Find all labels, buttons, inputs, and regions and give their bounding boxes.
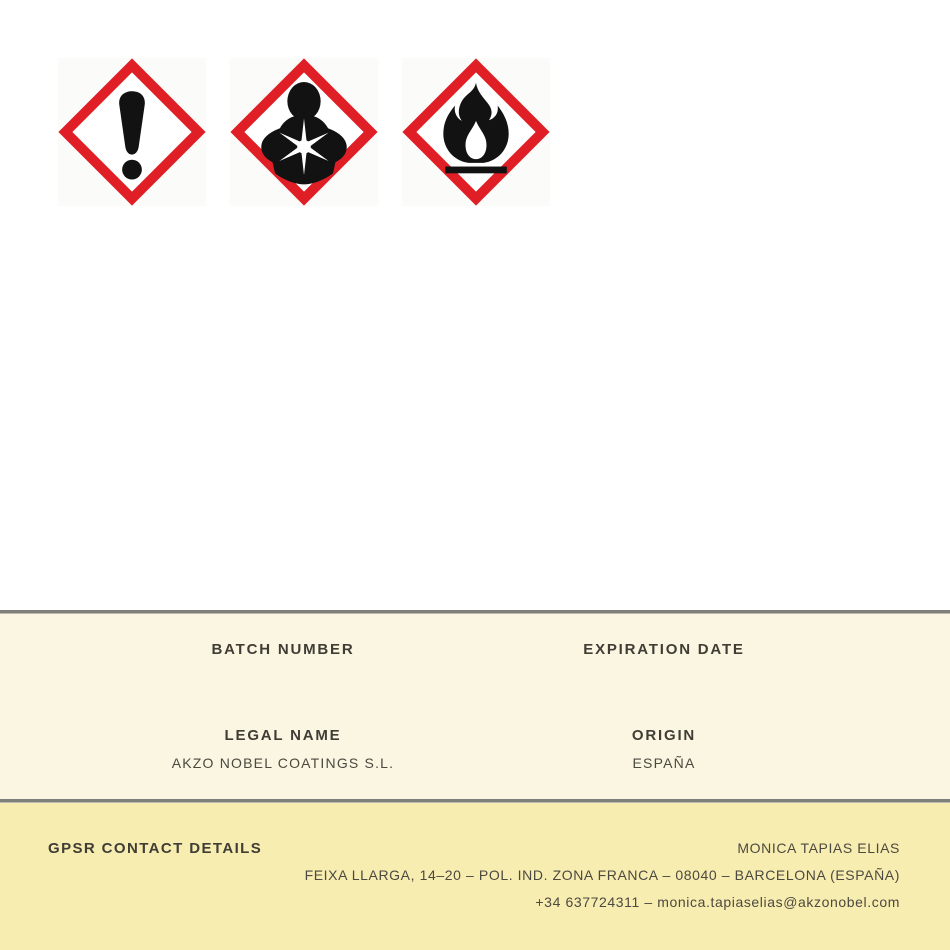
product-info-section bbox=[0, 614, 950, 799]
legal-name-value: AKZO NOBEL COATINGS S.L. bbox=[171, 755, 395, 771]
ghs-health-hazard-icon bbox=[230, 58, 378, 206]
gpsr-contact-block bbox=[305, 840, 900, 921]
exclamation-diamond-svg bbox=[58, 58, 206, 206]
batch-number-label: BATCH NUMBER bbox=[211, 641, 355, 658]
origin-label: ORIGIN bbox=[631, 727, 697, 744]
gpsr-contact-phone-email: +34 637724311 – monica.tapiaselias@akzonobel.com bbox=[535, 894, 900, 910]
gpsr-contact-address: FEIXA LLARGA, 14–20 – POL. IND. ZONA FRANCA – 08040 – BARCELONA (ESPAÑA) bbox=[304, 867, 900, 883]
gpsr-contact-section bbox=[0, 803, 950, 950]
expiration-date-label: EXPIRATION DATE bbox=[583, 641, 745, 658]
ghs-flame-icon bbox=[402, 58, 550, 206]
gpsr-contact-name: MONICA TAPIAS ELIAS bbox=[737, 840, 900, 856]
flame-diamond-svg bbox=[402, 58, 550, 206]
hazard-pictogram-row bbox=[58, 58, 550, 206]
ghs-exclamation-mark-icon bbox=[58, 58, 206, 206]
health-hazard-diamond-svg bbox=[230, 58, 378, 206]
legal-name-label: LEGAL NAME bbox=[224, 727, 342, 744]
origin-value: ESPAÑA bbox=[632, 755, 696, 771]
gpsr-contact-details-label: GPSR CONTACT DETAILS bbox=[48, 840, 263, 857]
